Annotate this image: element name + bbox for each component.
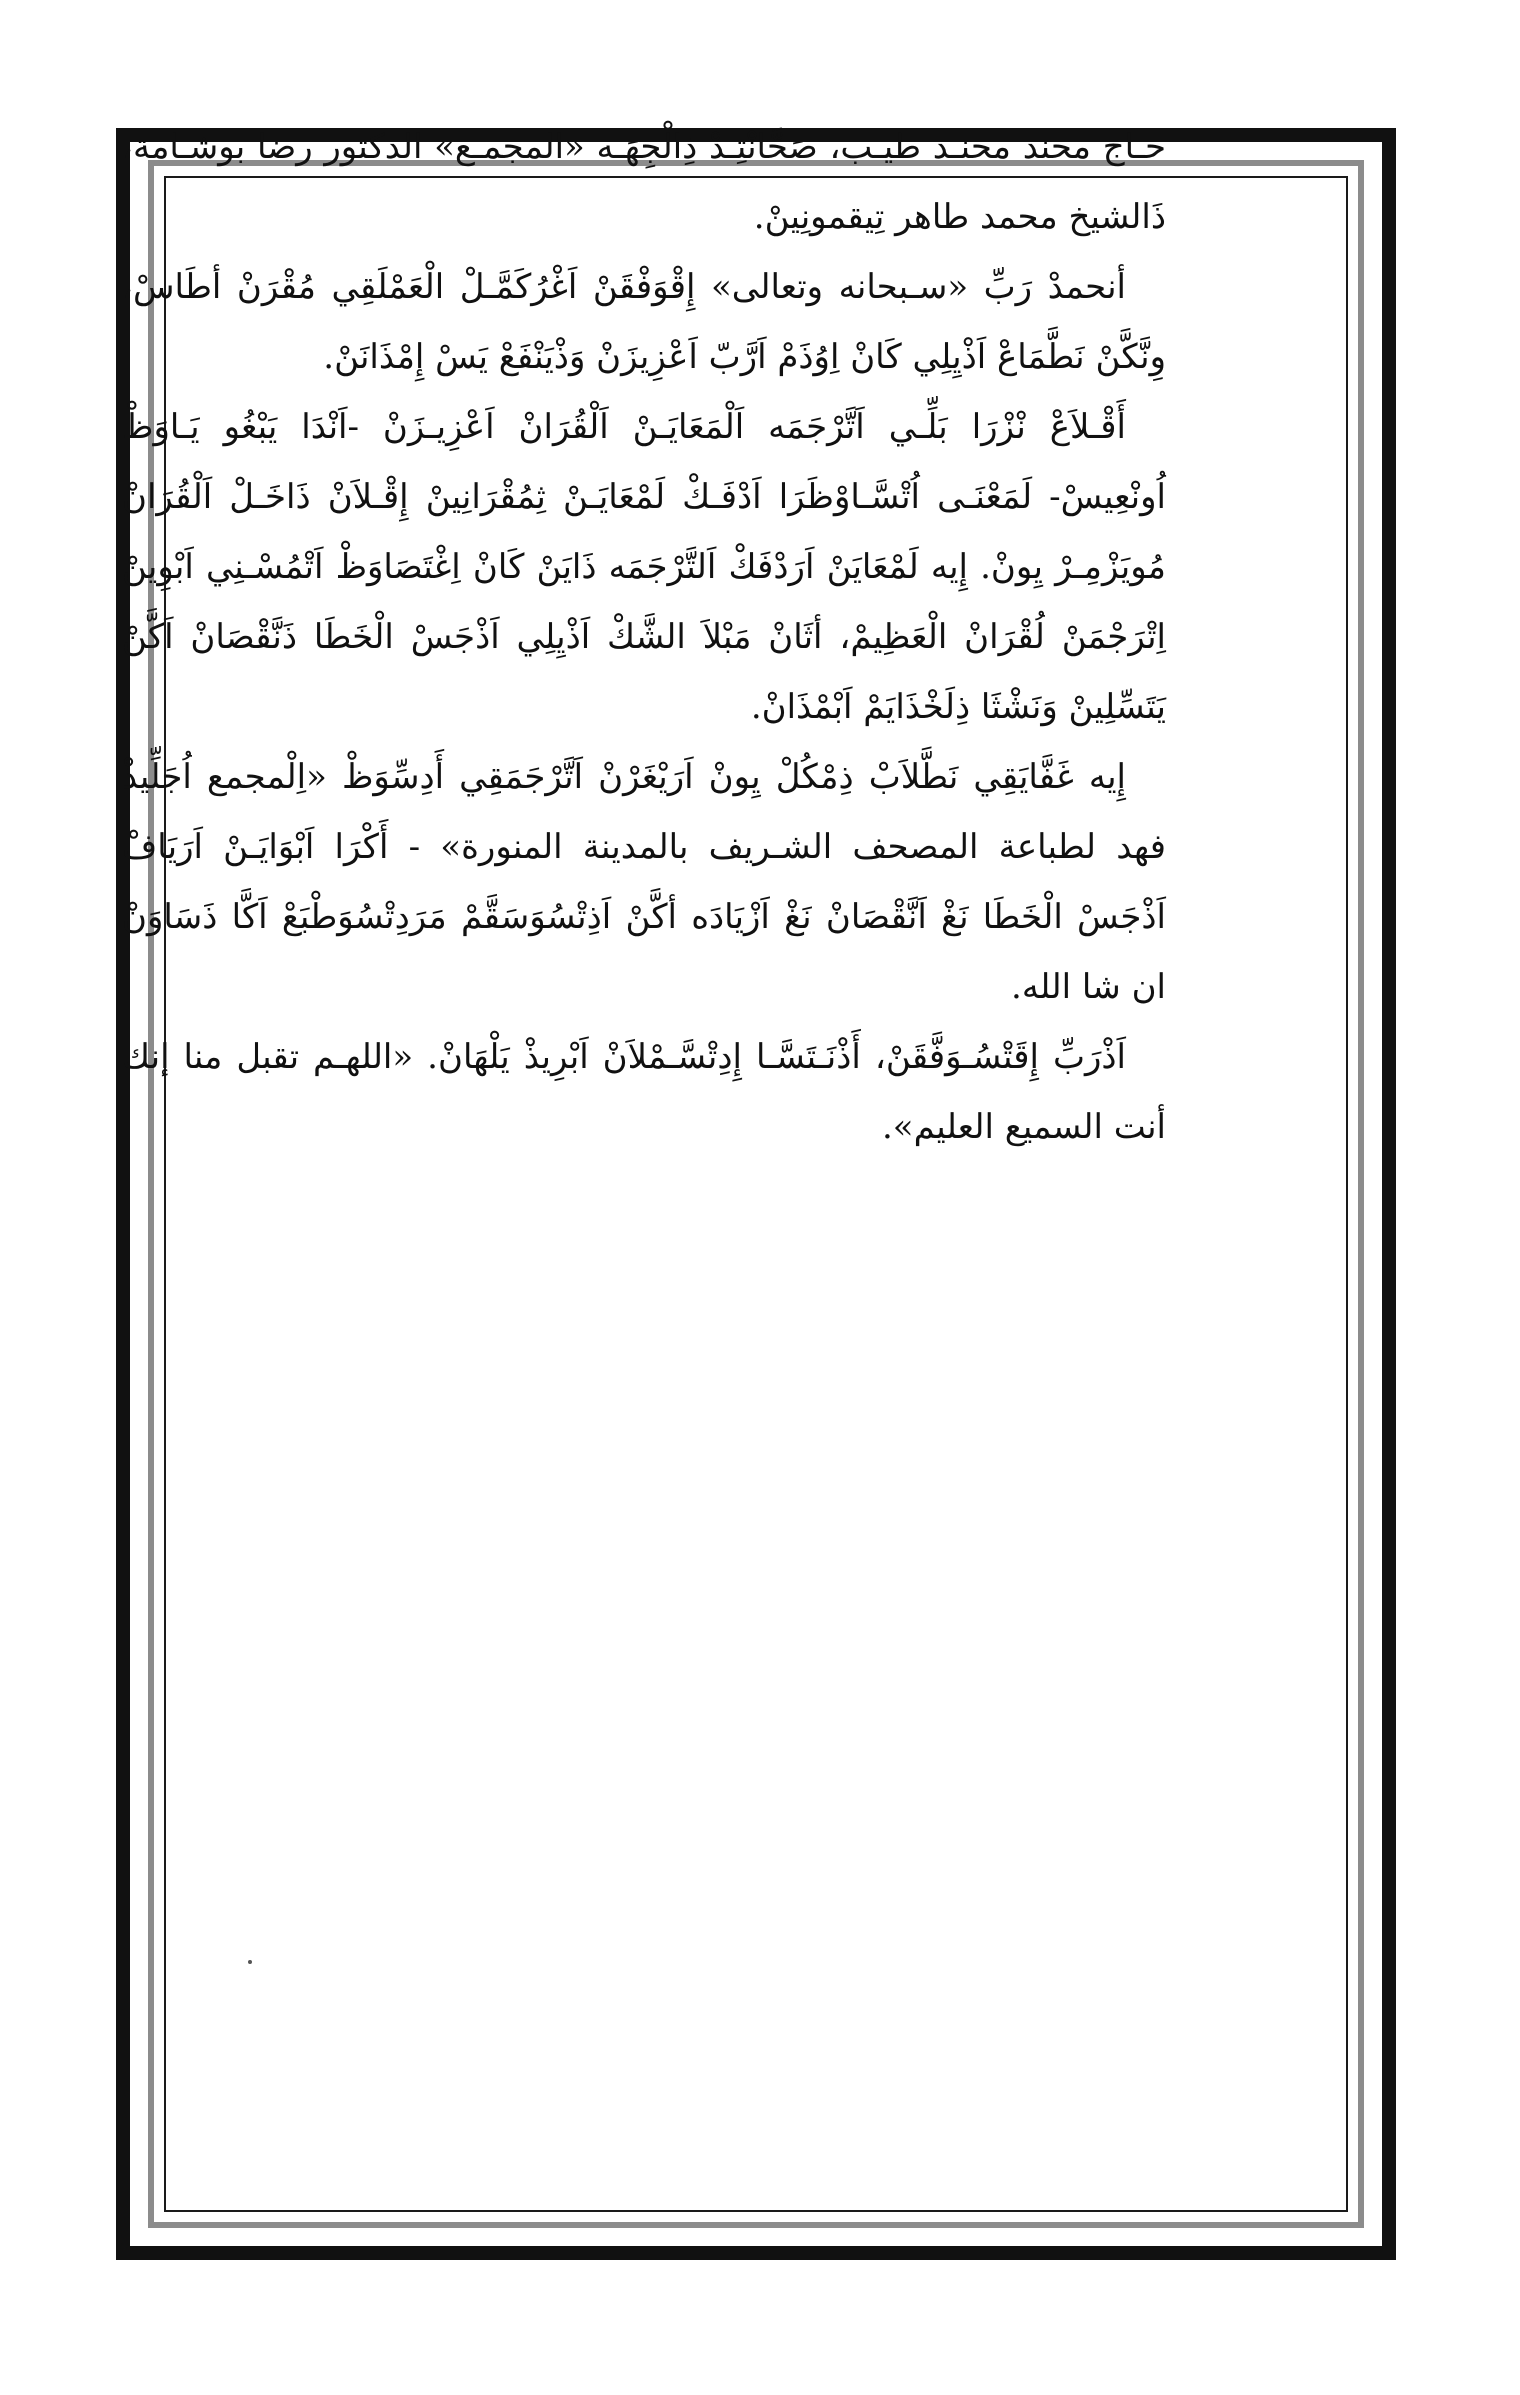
paragraph-3: أَقْـلاَعْ نْزْرَا بَلِّـي اَتَّرْجَمَه اَلْمَعَايَـنْ اَلْقُرَانْ اَعْزِيـزَنْ -اَنْدَا يَبْغُو يَـاوَظْ اُونْعِيسْ- لَمَعْنَـى اُتْسَّـاوْظَرَا اَدْفَـكْ لَمْعَايَـنْ ثِمُقْرَانِينْ إِقْـلاَنْ ذَاخَـلْ اَلْقُرَانْ مُويَزْمِـرْ يِونْ. إِيه لَمْعَايَنْ اَرَدْفَكْ اَلتَّرْجَمَه ذَايَنْ كَانْ اِغْتَصَاوَظْ اَتْمُسْـنِي اَبْوِينْ اِتْرَجْمَنْ لُقْرَانْ الْعَظِيمْ، أثَانْ مَبْلاَ الشَّكْ اَذْيِلِي اَذْجَسْ الْخَطَا ذَنَّقْصَانْ اَكَّنْ يَتَسِّلِينْ وَنَشْثَا ذِلَخْذَايَمْ اَبْمْذَانْ. — [122, 407, 1167, 727]
paragraph-5: اَذْرَبِّ إِقَتْسُـوَفَّقَنْ، أَذْنَـتَسَّـا إِدِتْسَّـمْلاَنْ اَبْرِيذْ يَلْهَانْ. «اللهـم تقبل منا إنك أنت السميع العليم». — [122, 1037, 1166, 1147]
ink-dot — [248, 1960, 252, 1964]
paragraph-1: حـاج محند محنـد طيـب، صَحَّانْتِـدْ ذِالْجِهَـه «المجمـع» الدكتور رضا بوشـامة، ذَالشيخ محمد طاهر تِيقمونِينْ. — [122, 127, 1166, 237]
paragraph-2: أنحمدْ رَبِّ «سـبحانه وتعالى» إِقْوَفْقَنْ اَغْرُكَمَّـلْ الْعَمْلَقِي مُقْرَنْ أطَاسْ، وِنَّكَّنْ نَطَّمَاعْ اَذْيِلِي كَانْ اِوُذَمْ اَرَّبّ اَعْزِيزَنْ وَذْيَنْفَعْ يَسْ إِمْذَانَنْ. — [122, 267, 1166, 377]
paragraph-4: إِيه غَفَّايَقِي نَطَّلاَبْ ذِمْكُلْ يِونْ اَرَيْغَرْنْ اَتَّرْجَمَقِي أَدِسِّوَظْ «اِلْمجمع اُجَلِّيذْ فهد لطباعة المصحف الشـريف بالمدينة المنورة» - أَكْرَا اَبْوَايَـنْ اَرَيَافْ اَذْجَسْ الْخَطَا نَغْ اَنَّقْصَانْ نَغْ اَزْيَادَه أكَّنْ اَذِتْسُوَسَقَّمْ مَرَدِتْسُوَطْبَعْ اَكَّا ذَسَاوَنْ ان شا الله. — [122, 757, 1166, 1007]
document-body — [122, 112, 1166, 1162]
